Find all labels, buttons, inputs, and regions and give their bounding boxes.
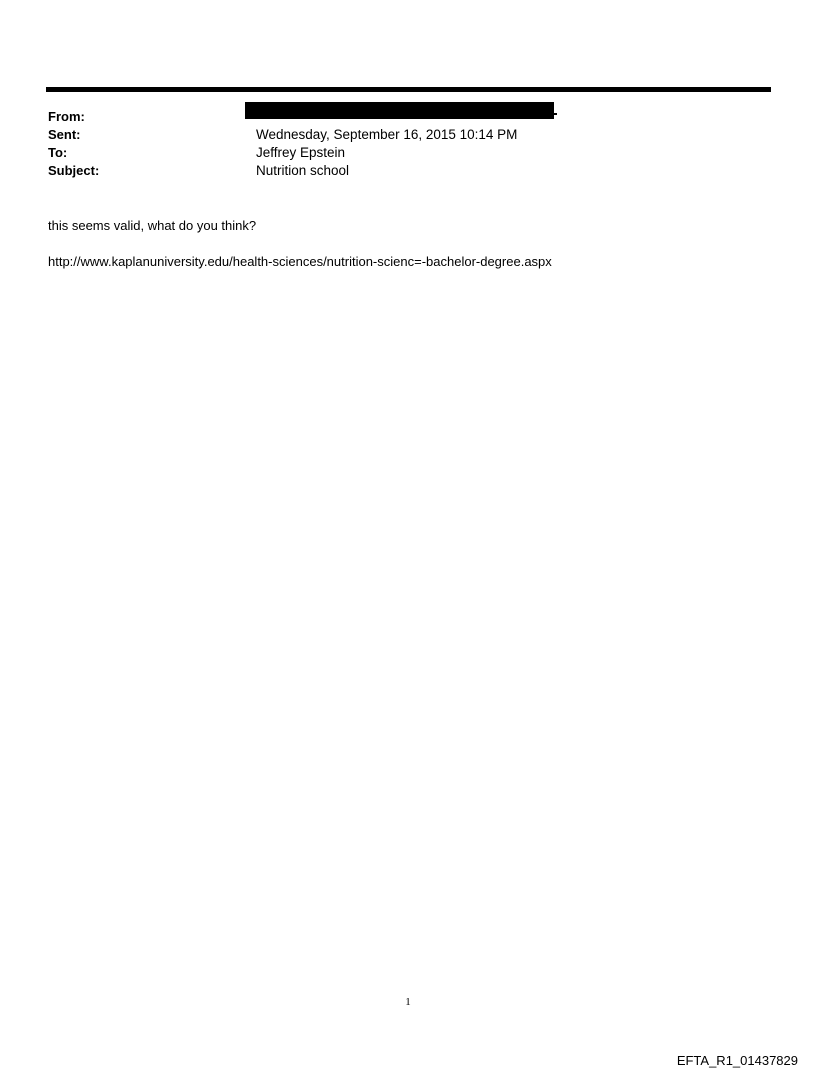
email-body-line: this seems valid, what do you think? <box>48 218 257 233</box>
sent-value: Wednesday, September 16, 2015 10:14 PM <box>256 127 518 142</box>
header-divider <box>46 87 771 92</box>
page-number: 1 <box>405 996 411 1008</box>
subject-value: Nutrition school <box>256 163 350 178</box>
to-value: Jeffrey Epstein <box>256 145 346 160</box>
subject-label: Subject: <box>48 163 100 178</box>
bates-number: EFTA_R1_01437829 <box>676 1053 798 1068</box>
header-row-subject <box>48 162 748 180</box>
email-body-link: http://www.kaplanuniversity.edu/health-sciences/nutrition-scienc=-bachelor-degree.aspx <box>48 254 552 269</box>
sent-label: Sent: <box>48 127 81 142</box>
header-row-sent <box>48 126 748 144</box>
header-row-to <box>48 144 748 162</box>
to-label: To: <box>48 145 68 160</box>
redaction-box <box>245 102 554 119</box>
redaction-residue <box>552 113 557 115</box>
from-label: From: <box>48 109 85 124</box>
